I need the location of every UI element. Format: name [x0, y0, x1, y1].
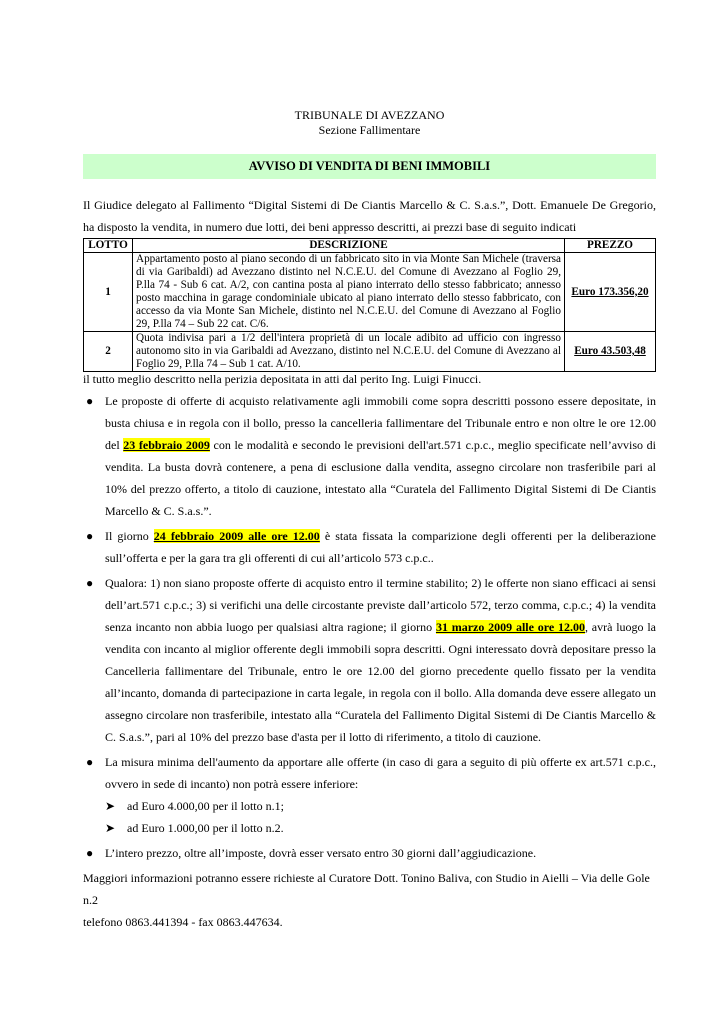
column-header-prezzo: PREZZO	[565, 239, 656, 253]
hearing-date: 24 febbraio 2009 alle ore 12.00	[153, 529, 320, 543]
increase-lot-1: ad Euro 4.000,00 per il lotto n.1;	[127, 799, 284, 813]
sub-list-item	[83, 817, 656, 839]
auction-text: Qualora: 1) non siano proposte offerte di acquisto entro il termine stabilito; 2) le offerte non siano efficaci ai sensi dell’art.571 c.p.c.; 3) si verifichi una delle circostante previste dall’articolo 572, terzo comma, c.p.c.; 4) la vendita senza incanto non abbia luogo per qualsiasi altra ragione; il giorno 31 marzo 2009 alle ore 12.00, avrà luogo la vendita con incanto al miglior offerente degli immobili sopra descritti. Ogni interessato dovrà depositare presso la Cancelleria fallimentare del Tribunale, entro le ore 12.00 del giorno precedente quello fissato per la vendita all’incanto, domanda di partecipazione in carta legale, in regola con il bollo. Alla domanda deve essere allegato un assegno circolare non trasferibile, intestato alla “Curatela del Fallimento Digital Sistemi di De Ciantis Marcello & C. S.a.s.”, pari al 10% del prezzo base d'asta per il lotto di riferimento, a titolo di cauzione.	[105, 576, 656, 744]
contact-phone-line: telefono 0863.441394 - fax 0863.447634.	[83, 915, 283, 929]
lot-description: Appartamento posto al piano secondo di un fabbricato sito in via Monte San Michele (traversa di via Garibaldi) ad Avezzano distinto nel N.C.E.U. del Comune di Avezzano al Foglio 29, P.lla 74 - Sub 6 cat. A/2, con cantina posta al piano interrato dello stesso fabbricato; annesso posto macchina in garage condominiale ubicato al piano interrato dello stesso fabbricato, con accesso da via Monte San Michele, distinto nel N.C.E.U. del Comune di Avezzano al Foglio 29, P.lla 74 – Sub 22 cat. C/6.	[133, 253, 565, 332]
arrow-bullet-icon: ➤	[105, 821, 116, 835]
lot-number: 1	[84, 253, 133, 332]
court-section: Sezione Fallimentare	[318, 123, 421, 137]
offer-deposit-text: Le proposte di offerte di acquisto relativamente agli immobili come sopra descritti possono essere depositate, in busta chiusa e in regola con il bollo, presso la cancelleria fallimentare del Tribunale entro e non oltre le ore 12.00 del 23 febbraio 2009 con le modalità e secondo le previsioni dell'art.571 c.p.c., meglio specificate nell’avviso di vendita. La busta dovrà contenere, a pena di esclusione dalla vendita, assegno circolare non trasferibile pari al 10% del prezzo offerto, a titolo di cauzione, intestato alla “Curatela del Fallimento Digital Sistemi di De Ciantis Marcello & C. S.a.s.”.	[105, 394, 656, 518]
sub-list-item	[83, 795, 656, 817]
list-item	[83, 390, 656, 522]
minimum-increase-text: La misura minima dell'aumento da apportare alle offerte (in caso di gara a seguito di più offerte ex art.571 c.p.c., ovvero in sede di incanto) non potrà essere inferiore:	[105, 755, 656, 791]
increase-lot-2: ad Euro 1.000,00 per il lotto n.2.	[127, 821, 284, 835]
lot-price: Euro 173.356,20	[565, 253, 656, 332]
lot-number: 2	[84, 332, 133, 372]
list-item	[83, 842, 656, 864]
lot-price: Euro 43.503,48	[565, 332, 656, 372]
conditions-list-continued	[83, 842, 656, 864]
bullet-icon: ●	[86, 576, 94, 590]
bullet-icon: ●	[86, 846, 94, 860]
appraisal-note: il tutto meglio descritto nella perizia depositata in atti dal perito Ing. Luigi Finucci.	[83, 372, 482, 386]
lots-table	[83, 238, 656, 372]
bullet-icon: ●	[86, 529, 94, 543]
column-header-descrizione: DESCRIZIONE	[133, 239, 565, 253]
contact-line: Maggiori informazioni potranno essere richieste al Curatore Dott. Tonino Baliva, con Studio in Aielli – Via delle Gole n.2	[83, 871, 650, 907]
hearing-text: Il giorno 24 febbraio 2009 alle ore 12.00 è stata fissata la comparizione degli offerenti per la deliberazione sull’offerta e per la gara tra gli offerenti di cui all’articolo 573 c.p.c..	[105, 529, 656, 565]
conditions-list	[83, 390, 656, 795]
list-item	[83, 751, 656, 795]
table-row	[84, 253, 656, 332]
document-header	[83, 108, 656, 138]
column-header-lotto: LOTTO	[84, 239, 133, 253]
payment-text: L’intero prezzo, oltre all’imposte, dovrà esser versato entro 30 giorni dall’aggiudicazione.	[105, 846, 537, 860]
deadline-date: 23 febbraio 2009	[123, 438, 210, 452]
court-name: TRIBUNALE DI AVEZZANO	[294, 108, 445, 122]
table-row	[84, 332, 656, 372]
list-item	[83, 572, 656, 748]
intro-paragraph: Il Giudice delegato al Fallimento “Digital Sistemi di De Ciantis Marcello & C. S.a.s.”, Dott. Emanuele De Gregorio, ha disposto la vendita, in numero due lotti, dei beni appresso descritti, ai prezzi base di seguito indicati	[83, 198, 656, 234]
auction-date: 31 marzo 2009 alle ore 12.00	[435, 620, 585, 634]
table-header-row	[84, 239, 656, 253]
list-item	[83, 525, 656, 569]
notice-title-banner: AVVISO DI VENDITA DI BENI IMMOBILI	[83, 154, 656, 179]
arrow-bullet-icon: ➤	[105, 799, 116, 813]
bullet-icon: ●	[86, 755, 94, 769]
document-page	[83, 108, 656, 933]
contact-info	[83, 867, 656, 933]
lot-description: Quota indivisa pari a 1/2 dell'intera proprietà di un locale adibito ad ufficio con ingresso autonomo sito in via Garibaldi ad Avezzano, distinto nel N.C.E.U. del Comune di Avezzano al Foglio 29, P.lla 74 – Sub 1 cat. A/10.	[133, 332, 565, 372]
bullet-icon: ●	[86, 394, 94, 408]
